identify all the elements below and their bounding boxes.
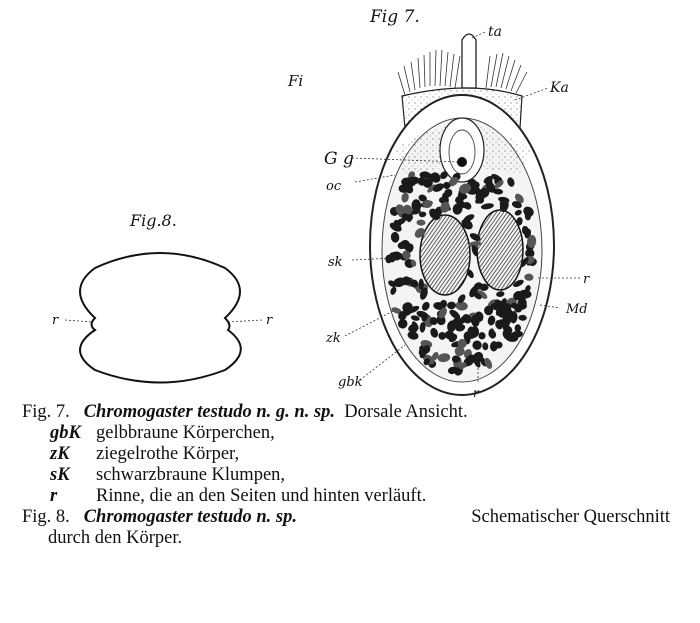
legend-row xyxy=(22,444,692,465)
fig8-title: Fig.8. xyxy=(130,211,177,230)
caption-fig8-prefix: Fig. 8. xyxy=(22,507,70,527)
legend-key: sK xyxy=(50,465,70,485)
caption-fig7-name: Chromogaster testudo n. g. n. sp. xyxy=(83,402,336,422)
figure-caption xyxy=(22,402,692,549)
legend-row xyxy=(22,465,692,486)
label-sk: sk xyxy=(328,255,343,270)
legend-row xyxy=(22,423,692,444)
legend-desc: schwarzbraune Klumpen, xyxy=(96,465,286,485)
label-zk: zk xyxy=(326,331,341,346)
label-gbk: gbk xyxy=(338,375,363,390)
label-r-bottom: r xyxy=(473,386,479,400)
caption-fig8-text: Schematischer Querschnitt xyxy=(471,507,670,527)
caption-fig8-name: Chromogaster testudo n. sp. xyxy=(83,507,297,527)
legend-desc: Rinne, die an den Seiten und hinten verläuft. xyxy=(96,486,427,506)
label-Gg: G g xyxy=(324,149,354,169)
stray-fig-label: Fi xyxy=(288,72,304,90)
large-lobe-left xyxy=(420,215,470,295)
fig7-title: Fig 7. xyxy=(370,7,420,27)
legend-desc: gelbbraune Körperchen, xyxy=(96,423,275,443)
caption-fig8 xyxy=(22,507,670,528)
label-oc: oc xyxy=(326,179,342,194)
label-ta: ta xyxy=(488,24,502,40)
ganglion-dot xyxy=(457,157,467,167)
tentacle-ta xyxy=(462,34,476,88)
legend-desc: ziegelrothe Körper, xyxy=(96,444,240,464)
legend-key: zK xyxy=(50,444,70,464)
caption-fig7-prefix: Fig. 7. xyxy=(22,402,70,422)
label-r-right: r xyxy=(583,272,590,287)
legend-key: gbK xyxy=(50,423,81,443)
label-Ka: Ka xyxy=(550,80,569,96)
caption-fig7 xyxy=(22,402,692,423)
caption-fig7-view: Dorsale Ansicht. xyxy=(344,402,468,422)
large-lobe-right xyxy=(477,210,523,290)
fig8-cross-section xyxy=(80,253,241,383)
legend-key: r xyxy=(50,486,58,506)
label-Md: Md xyxy=(566,302,588,317)
fig8-label-r-right: r xyxy=(266,313,273,328)
fig8-label-r-left: r xyxy=(52,313,59,328)
caption-fig8-cont: durch den Körper. xyxy=(48,528,183,548)
legend-row xyxy=(22,486,692,507)
